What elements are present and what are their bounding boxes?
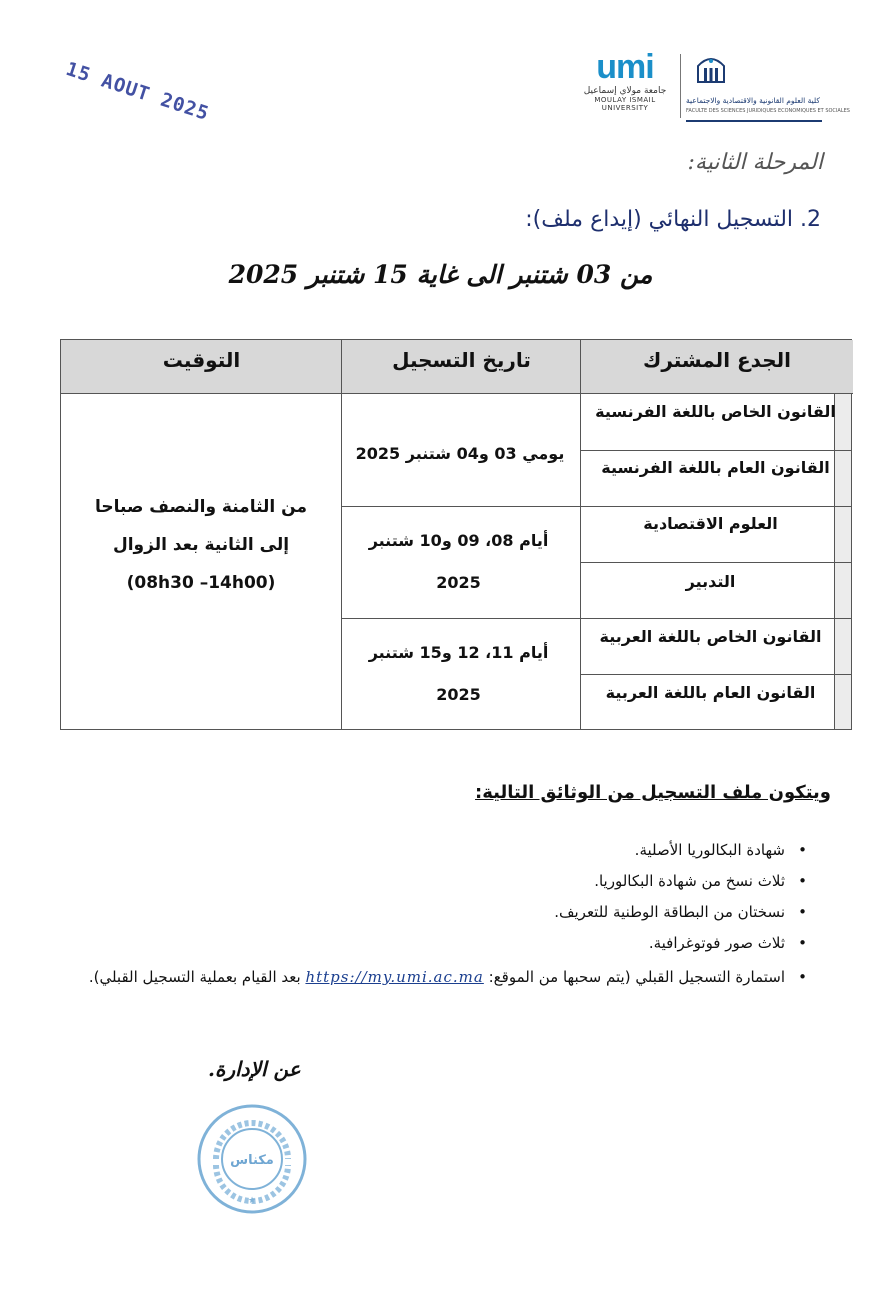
track-management: التدبير	[685, 572, 736, 591]
documents-list	[71, 835, 811, 996]
timing-line-2: إلى الثانية بعد الزوال	[112, 535, 290, 555]
document-item: • ثلاث نسخ من شهادة البكالوريا.	[71, 866, 811, 897]
timing-hours: (08h30 –14h00)	[126, 573, 276, 593]
document-item	[71, 959, 811, 996]
row-divider	[580, 562, 851, 563]
phase-title: المرحلة الثانية:	[687, 150, 823, 175]
section-title: 2. التسجيل النهائي (إيداع ملف):	[525, 207, 821, 232]
seal-star-icon: ★	[247, 1196, 257, 1206]
official-seal	[196, 1103, 308, 1215]
registration-schedule-table	[60, 339, 852, 730]
registration-date-2: أيام 08، 09 و10 شتنبر 2025	[368, 531, 549, 592]
header-common-core: الجدع المشترك	[581, 340, 853, 394]
row-divider	[341, 506, 851, 507]
date-stamp: 15 AOUT 2025	[63, 58, 212, 126]
document-item: • ثلاث صور فوتوغرافية.	[71, 928, 811, 959]
track-private-law-arabic: القانون الخاص باللغة العربية	[599, 627, 822, 646]
faculty-name-arabic: كلية العلوم القانونية والاقتصادية والاجتماعية	[686, 96, 820, 105]
timing-cell	[71, 488, 331, 602]
track-public-law-arabic: القانون العام باللغة العربية	[605, 683, 816, 702]
header-timing: التوقيت	[61, 340, 342, 394]
document-item: • شهادة البكالوريا الأصلية.	[71, 835, 811, 866]
university-name-english: MOULAY ISMAIL UNIVERSITY	[594, 96, 656, 112]
logo-divider	[680, 54, 681, 118]
faculty-logo	[686, 50, 850, 125]
track-economics: العلوم الاقتصادية	[643, 514, 778, 533]
pre-registration-form-text: استمارة التسجيل القبلي (يتم سحبها من الموقع:	[488, 968, 785, 986]
header-registration-date: تاريخ التسجيل	[342, 340, 581, 394]
pre-registration-note: بعد القيام بعملية التسجيل القبلي).	[88, 968, 301, 986]
faculty-logo-rule	[686, 120, 822, 122]
faculty-building-icon	[694, 52, 728, 84]
university-logo	[580, 50, 670, 122]
documents-heading: ويتكون ملف التسجيل من الوثائق التالية:	[475, 782, 831, 803]
row-divider	[341, 618, 851, 619]
administration-signature: عن الإدارة.	[208, 1057, 301, 1081]
registration-date-range: من 03 شتنبر الى غاية 15 شتنبر 2025	[228, 260, 653, 289]
column-divider	[580, 340, 581, 729]
row-divider	[580, 674, 851, 675]
registration-date-3: أيام 11، 12 و15 شتنبر 2025	[368, 643, 549, 704]
seal-text: مكناس	[230, 1153, 274, 1168]
timing-line-1: من الثامنة والنصف صباحا	[95, 497, 307, 517]
column-divider	[341, 340, 342, 729]
row-divider	[580, 450, 851, 451]
university-name-arabic: جامعة مولاي إسماعيل	[583, 86, 667, 96]
faculty-name-french: FACULTE DES SCIENCES JURIDIQUES ECONOMIQUES ET SOCIALES	[686, 108, 850, 114]
pre-registration-link[interactable]: https://my.umi.ac.ma	[305, 968, 484, 986]
track-private-law-french: القانون الخاص باللغة الفرنسية	[595, 402, 836, 421]
registration-date-1: يومي 03 و04 شتنبر 2025	[355, 444, 565, 463]
umi-logo-mark: umi	[596, 48, 654, 86]
track-public-law-french: القانون العام باللغة الفرنسية	[601, 458, 830, 477]
document-item: • نسختان من البطاقة الوطنية للتعريف.	[71, 897, 811, 928]
